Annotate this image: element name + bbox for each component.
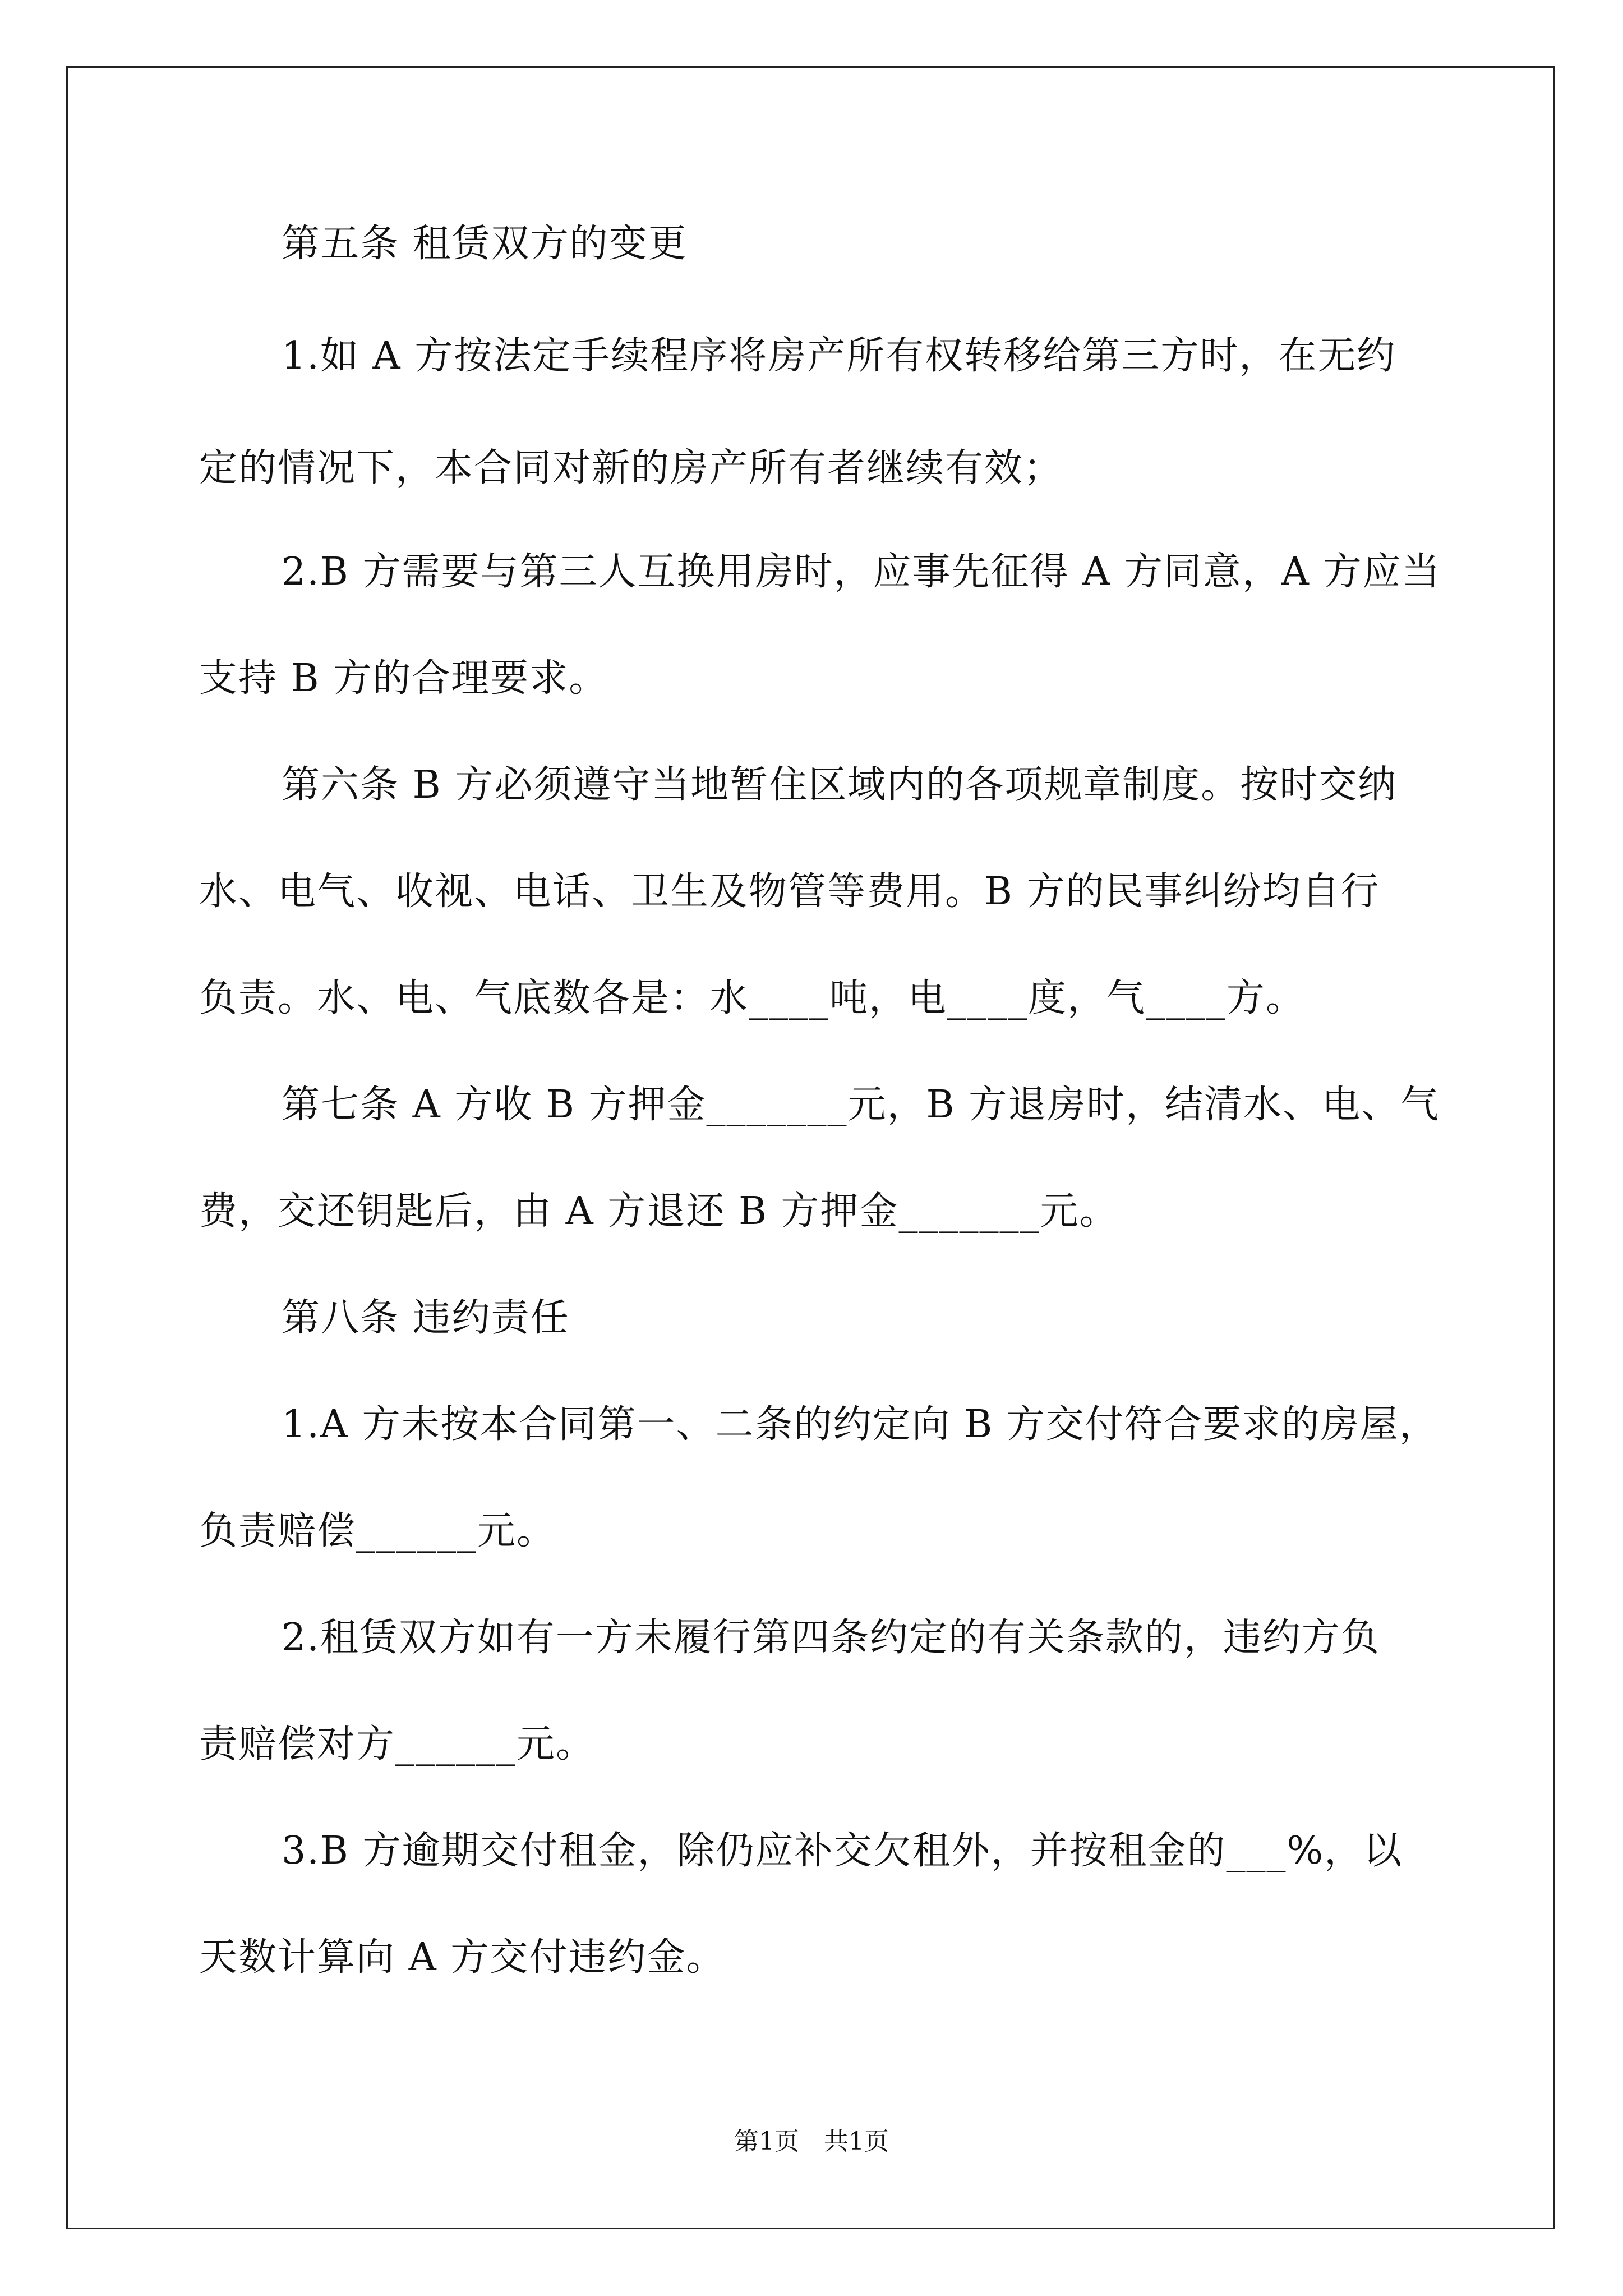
article-5-heading: 第五条 租赁双方的变更 (282, 222, 688, 266)
article-6-line-2: 水、电气、收视、电话、卫生及物管等费用。B 方的民事纠纷均自行 (199, 869, 1380, 914)
article-8-clause-3-line-1: 3.B 方逾期交付租金，除仍应补交欠租外，并按租金的___%，以 (282, 1829, 1403, 1873)
article-7-line-2: 费，交还钥匙后，由 A 方退还 B 方押金_______元。 (199, 1189, 1119, 1234)
article-8-clause-2-line-1: 2.租赁双方如有一方未履行第四条约定的有关条款的，违约方负 (282, 1616, 1380, 1660)
article-8-clause-2-line-2: 责赔偿对方______元。 (199, 1722, 596, 1766)
page-border (66, 66, 1555, 2229)
article-8-clause-1-line-2: 负责赔偿______元。 (199, 1509, 556, 1553)
article-6-line-1: 第六条 B 方必须遵守当地暂住区域内的各项规章制度。按时交纳 (282, 763, 1398, 807)
article-8-heading: 第八条 违约责任 (282, 1296, 570, 1340)
article-5-clause-2-line-2: 支持 B 方的合理要求。 (199, 656, 608, 701)
article-5-clause-1-line-1: 1.如 A 方按法定手续程序将房产所有权转移给第三方时，在无约 (282, 334, 1396, 378)
article-7-line-1: 第七条 A 方收 B 方押金_______元，B 方退房时，结清水、电、气 (282, 1083, 1440, 1127)
article-8-clause-3-line-2: 天数计算向 A 方交付违约金。 (199, 1935, 726, 1980)
article-8-clause-1-line-1: 1.A 方未按本合同第一、二条的约定向 B 方交付符合要求的房屋， (282, 1402, 1438, 1447)
article-5-clause-2-line-1: 2.B 方需要与第三人互换用房时，应事先征得 A 方同意，A 方应当 (282, 550, 1441, 594)
page-footer: 第1页 共1页 (734, 2127, 889, 2156)
article-5-clause-1-line-2: 定的情况下，本合同对新的房产所有者继续有效； (199, 446, 1063, 490)
article-6-line-3: 负责。水、电、气底数各是：水____吨，电____度，气____方。 (199, 976, 1306, 1020)
